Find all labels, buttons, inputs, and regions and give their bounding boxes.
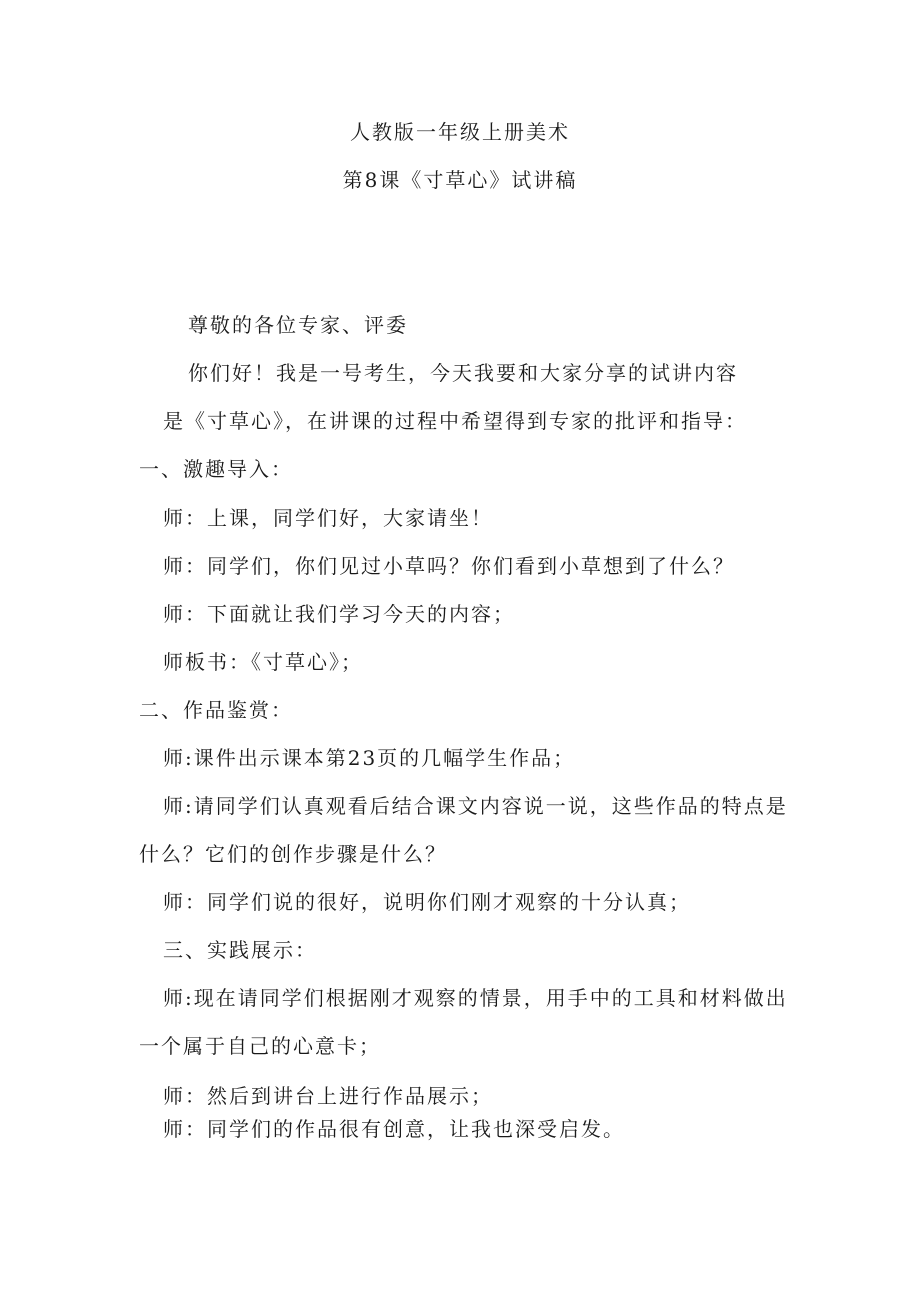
dialogue-line-continued: 一个属于自己的心意卡； — [139, 1034, 381, 1058]
intro-line-2: 是《寸草心》，在讲课的过程中希望得到专家的批评和指导： — [163, 409, 747, 433]
document-title: 人教版一年级上册美术 — [350, 120, 570, 144]
dialogue-line: 师：同学们说的很好，说明你们刚才观察的十分认真； — [163, 890, 691, 914]
dialogue-line: 师：上课，同学们好，大家请坐！ — [163, 506, 493, 530]
dialogue-line: 师板书：《寸草心》； — [163, 650, 363, 674]
dialogue-line: 师：然后到讲台上进行作品展示； — [163, 1084, 493, 1108]
dialogue-line: 师：同学们的作品很有创意，让我也深受启发。 — [163, 1117, 625, 1141]
dialogue-line: 师:现在请同学们根据刚才观察的情景，用手中的工具和材料做出 — [163, 986, 788, 1010]
dialogue-line: 师：同学们，你们见过小草吗？你们看到小草想到了什么？ — [163, 554, 735, 578]
section-heading-1: 一、激趣导入： — [139, 457, 293, 481]
intro-line-1: 你们好！我是一号考生，今天我要和大家分享的试讲内容 — [188, 361, 738, 385]
dialogue-line-continued: 什么？它们的创作步骤是什么？ — [139, 842, 447, 866]
dialogue-line: 师:课件出示课本第23页的几幅学生作品； — [163, 746, 576, 770]
dialogue-line: 师:请同学们认真观看后结合课文内容说一说，这些作品的特点是 — [163, 794, 788, 818]
section-heading-3: 三、实践展示： — [163, 938, 317, 962]
section-heading-2: 二、作品鉴赏： — [139, 698, 293, 722]
greeting-line: 尊敬的各位专家、评委 — [188, 313, 408, 337]
document-subtitle: 第8课《寸草心》试讲稿 — [342, 168, 578, 192]
dialogue-line: 师：下面就让我们学习今天的内容； — [163, 602, 515, 626]
